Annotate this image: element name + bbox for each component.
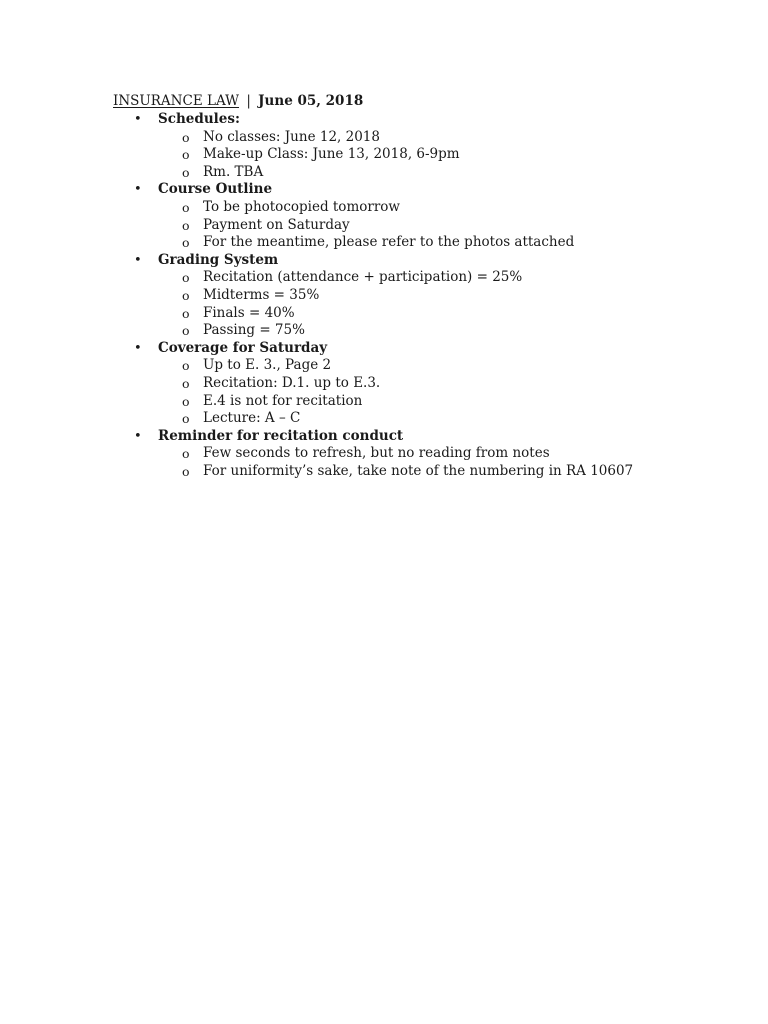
section-heading: Coverage for Saturday xyxy=(158,339,328,356)
sub-bullet-icon: o xyxy=(182,411,190,427)
list-item xyxy=(0,217,633,235)
section-grading-system xyxy=(0,252,633,340)
sub-bullet-icon: o xyxy=(182,147,190,163)
sub-bullet-icon: o xyxy=(182,305,190,321)
list-item xyxy=(0,199,633,217)
list-item xyxy=(0,287,633,305)
item-text: E.4 is not for recitation xyxy=(203,392,363,409)
item-text: Few seconds to refresh, but no reading from notes xyxy=(203,445,550,462)
item-text: For the meantime, please refer to the photos attached xyxy=(203,234,575,251)
section-coverage-saturday xyxy=(0,340,633,428)
list-item xyxy=(0,305,633,323)
list-item xyxy=(0,463,633,481)
sub-bullet-icon: o xyxy=(182,217,190,233)
sub-bullet-icon: o xyxy=(182,235,190,251)
document-title xyxy=(113,92,363,110)
sub-bullet-icon: o xyxy=(182,287,190,303)
list-item xyxy=(0,146,633,164)
item-text: Finals = 40% xyxy=(203,304,295,321)
list-item xyxy=(0,445,633,463)
sub-bullet-icon: o xyxy=(182,446,190,462)
item-text: Payment on Saturday xyxy=(203,216,350,233)
list-item xyxy=(0,129,633,147)
list-item xyxy=(0,322,633,340)
list-item xyxy=(0,393,633,411)
sub-list xyxy=(0,129,633,182)
sub-list xyxy=(0,269,633,339)
sub-list xyxy=(0,199,633,252)
item-text: Recitation: D.1. up to E.3. xyxy=(203,374,381,391)
item-text: Midterms = 35% xyxy=(203,286,320,303)
item-text: No classes: June 12, 2018 xyxy=(203,128,380,145)
section-course-outline xyxy=(0,181,633,251)
section-heading: Schedules: xyxy=(158,111,240,127)
sub-bullet-icon: o xyxy=(182,129,190,145)
bullet-icon: • xyxy=(134,340,142,356)
section-heading: Reminder for recitation conduct xyxy=(158,427,404,444)
section-heading: Course Outline xyxy=(158,181,273,198)
sub-bullet-icon: o xyxy=(182,463,190,479)
bullet-icon: • xyxy=(134,112,142,127)
list-item xyxy=(0,375,633,393)
sub-bullet-icon: o xyxy=(182,199,190,215)
sub-bullet-icon: o xyxy=(182,323,190,339)
sub-bullet-icon: o xyxy=(182,375,190,391)
item-text: Make-up Class: June 13, 2018, 6-9pm xyxy=(203,146,460,163)
item-text: Recitation (attendance + participation) = 25% xyxy=(203,269,523,286)
sub-bullet-icon: o xyxy=(182,270,190,286)
bullet-icon: • xyxy=(134,182,142,198)
list-item xyxy=(0,410,633,428)
sub-bullet-icon: o xyxy=(182,393,190,409)
sub-list xyxy=(0,445,633,480)
bullet-icon: • xyxy=(134,252,142,268)
list-item xyxy=(0,357,633,375)
item-text: Passing = 75% xyxy=(203,322,305,339)
bullet-icon: • xyxy=(134,428,142,444)
item-text: Lecture: A – C xyxy=(203,410,301,427)
item-text: For uniformity’s sake, take note of the numbering in RA 10607 xyxy=(203,462,634,479)
list-item xyxy=(0,234,633,252)
lecture-date: June 05, 2018 xyxy=(258,93,364,109)
sub-bullet-icon: o xyxy=(182,164,190,180)
section-schedules xyxy=(0,111,633,181)
sub-bullet-icon: o xyxy=(182,358,190,374)
item-text: Rm. TBA xyxy=(203,163,264,180)
list-item xyxy=(0,164,633,182)
course-title: INSURANCE LAW xyxy=(113,93,240,109)
item-text: To be photocopied tomorrow xyxy=(203,198,400,215)
item-text: Up to E. 3., Page 2 xyxy=(203,357,332,374)
notes-list xyxy=(0,111,633,480)
section-heading: Grading System xyxy=(158,251,279,268)
title-separator: | xyxy=(246,93,251,109)
sub-list xyxy=(0,357,633,427)
section-recitation-reminder xyxy=(0,428,633,481)
list-item xyxy=(0,269,633,287)
